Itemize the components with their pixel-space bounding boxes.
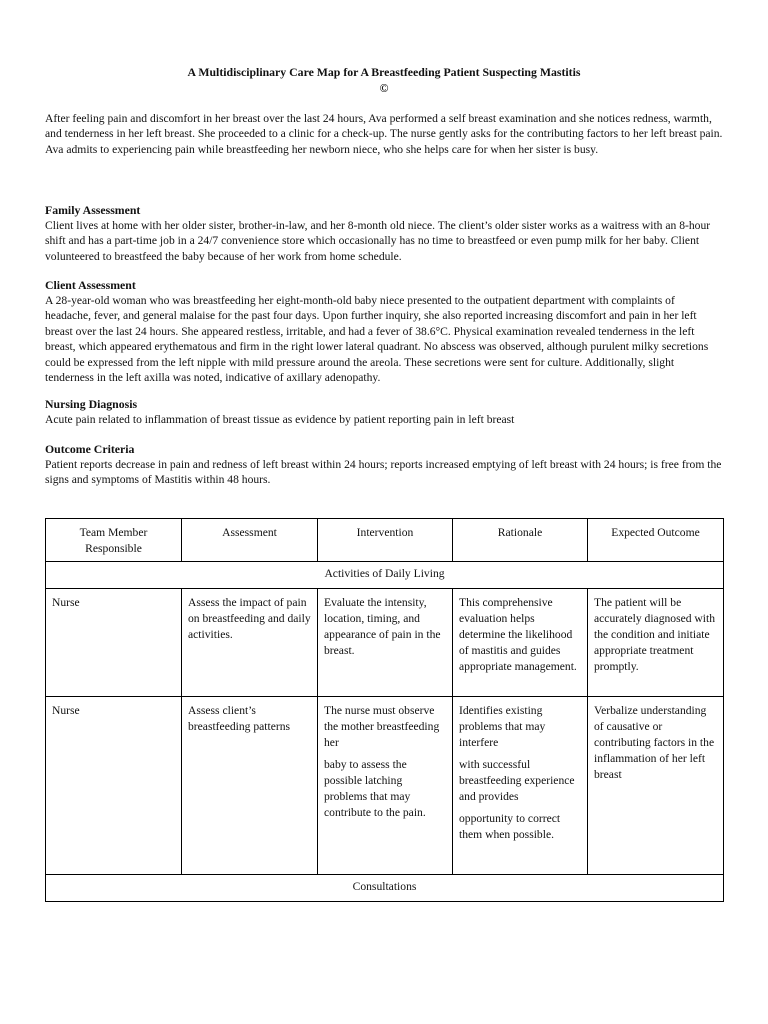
section-row-consultations — [46, 875, 724, 902]
client-assessment-text: A 28-year-old woman who was breastfeeding her eight-month-old baby niece presented to the outpatient department with complaints of headache, fever, and general malaise for the past four days. Upon further inquiry, she also reported increasing discomfort and pain in her left breast over the last 24 hours. She appeared restless, irritable, and had a fever of 38.6°C. Physical examination revealed tenderness in the left breast, which appeared erythematous and firm in the right lower lateral quadrant. No abscess was observed, although purulent milky secretions could be expressed from the left nipple with mild pressure around the areola. These secretions were sent for culture. Additionally, slight tenderness in the left axilla was noted, indicative of axillary adenopathy. — [45, 294, 709, 385]
family-assessment-section — [45, 203, 723, 264]
table-row — [46, 589, 724, 697]
row1-assessment-text: Assess the impact of pain on breastfeeding and daily activities. — [188, 596, 311, 641]
row2-rationale-text-b: with successful breastfeeding experience and provides — [459, 758, 575, 803]
table-row — [46, 697, 724, 875]
outcome-criteria-text: Patient reports decrease in pain and redness of left breast within 24 hours; reports increased emptying of left breast with 24 hours; is free from the signs and symptoms of Mastitis within 48 hours. — [45, 458, 722, 487]
document-title-block — [45, 64, 723, 96]
client-assessment-heading: Client Assessment — [45, 278, 136, 292]
copyright-symbol: © — [379, 81, 389, 95]
row2-assessment — [182, 697, 318, 875]
header-rationale: Rationale — [453, 519, 588, 562]
nursing-diagnosis-heading: Nursing Diagnosis — [45, 397, 138, 411]
row1-assessment — [182, 589, 318, 697]
row1-intervention-text: Evaluate the intensity, location, timing, and appearance of pain in the breast. — [324, 596, 441, 657]
nursing-diagnosis-text: Acute pain related to inflammation of breast tissue as evidence by patient reporting pain in left breast — [45, 413, 515, 426]
family-assessment-text: Client lives at home with her older sister, brother-in-law, and her 8-month old niece. The client’s older sister works as a waitress with an 8-hour shift and has a part-time job in a 24/7 convenience store which occasionally has no time to breastfeed or even pump milk for her baby. Client volunteered to breastfeed the baby because of her work from home schedule. — [45, 219, 711, 263]
family-assessment-heading: Family Assessment — [45, 203, 141, 217]
row2-team — [46, 697, 182, 875]
row1-team-text: Nurse — [52, 596, 80, 609]
header-assessment: Assessment — [182, 519, 318, 562]
care-map-table — [45, 518, 724, 902]
header-team-member: Team Member Responsible — [46, 519, 182, 562]
client-assessment-section — [45, 278, 723, 385]
outcome-criteria-section — [45, 442, 723, 488]
row2-intervention — [318, 697, 453, 875]
intro-text: After feeling pain and discomfort in her breast over the last 24 hours, Ava performed a self breast examination and she notices redness, warmth, and tenderness in her left breast. She proceeded to a clinic for a check-up. The nurse gently asks for the contributing factors to her left breast pain. Ava admits to experiencing pain while breastfeeding her newborn niece, who she helps care for when her sister is busy. — [45, 112, 723, 156]
row2-intervention-text-a: The nurse must observe the mother breastfeeding her — [324, 704, 440, 749]
header-expected-outcome: Expected Outcome — [588, 519, 724, 562]
row2-rationale-text-a: Identifies existing problems that may interfere — [459, 704, 546, 749]
section-label-consultations: Consultations — [46, 875, 724, 902]
row2-intervention-text-b: baby to assess the possible latching problems that may contribute to the pain. — [324, 758, 426, 819]
row1-intervention — [318, 589, 453, 697]
outcome-criteria-heading: Outcome Criteria — [45, 442, 135, 456]
row2-rationale — [453, 697, 588, 875]
nursing-diagnosis-section — [45, 397, 723, 427]
row2-outcome-text: Verbalize understanding of causative or contributing factors in the inflammation of her left breast — [594, 704, 715, 781]
row2-assessment-text: Assess client’s breastfeeding patterns — [188, 704, 291, 733]
table-header-row — [46, 519, 724, 562]
row1-rationale-text: This comprehensive evaluation helps determine the likelihood of mastitis and guides appropriate management. — [459, 596, 577, 673]
intro-paragraph — [45, 111, 723, 157]
row1-outcome-text: The patient will be accurately diagnosed with the condition and initiate appropriate treatment promptly. — [594, 596, 716, 673]
row2-rationale-text-c: opportunity to correct them when possible. — [459, 812, 561, 841]
row1-outcome — [588, 589, 724, 697]
row2-team-text: Nurse — [52, 704, 80, 717]
row1-rationale — [453, 589, 588, 697]
section-label-adl: Activities of Daily Living — [46, 562, 724, 589]
header-intervention: Intervention — [318, 519, 453, 562]
row1-team — [46, 589, 182, 697]
document-title: A Multidisciplinary Care Map for A Breastfeeding Patient Suspecting Mastitis — [187, 65, 581, 79]
section-row-adl — [46, 562, 724, 589]
row2-outcome — [588, 697, 724, 875]
